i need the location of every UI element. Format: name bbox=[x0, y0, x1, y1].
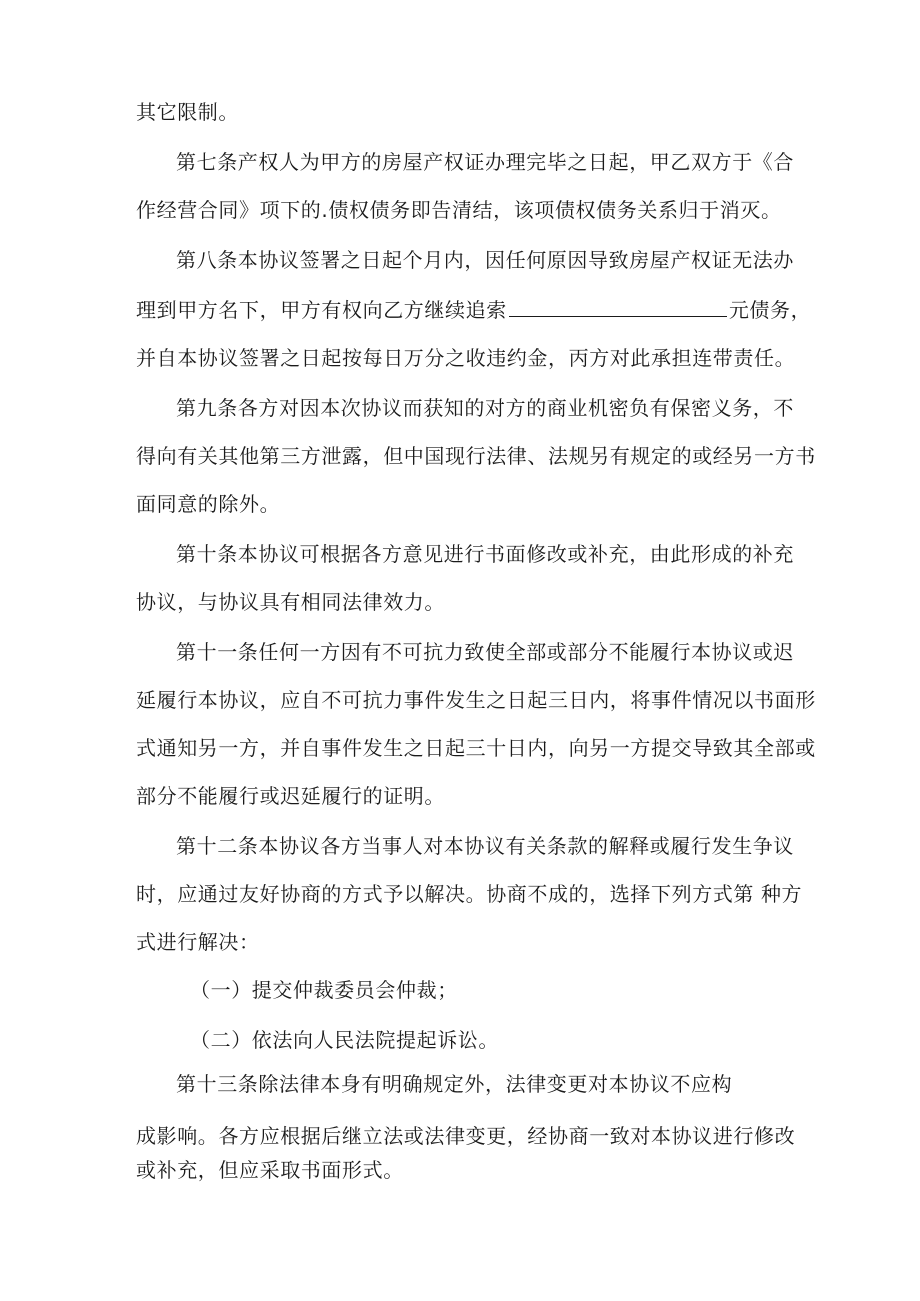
paragraph-11-line-1: 第十一条任何一方因有不可抗力致使全部或部分不能履行本协议或迟 bbox=[176, 640, 794, 664]
paragraph-10-line-1: 第十条本协议可根据各方意见进行书面修改或补充，由此形成的补充 bbox=[176, 542, 794, 566]
paragraph-12-line-2: 时，应通过友好协商的方式予以解决。协商不成的，选择下列方式第 种方 bbox=[136, 882, 803, 906]
paragraph-11-line-2: 延履行本协议，应自不可抗力事件发生之日起三日内，将事件情况以书面形 bbox=[136, 688, 816, 712]
option-1: （一）提交仲裁委员会仲裁； bbox=[190, 978, 458, 1002]
paragraph-13-line-2: 成影响。各方应根据后继立法或法律变更，经协商一致对本协议进行修改 bbox=[136, 1124, 796, 1148]
paragraph-11-line-4: 部分不能履行或迟延履行的证明。 bbox=[136, 784, 445, 808]
paragraph-12-line-3: 式进行解决： bbox=[136, 930, 260, 954]
paragraph-9-line-2: 得向有关其他第三方泄露，但中国现行法律、法规另有规定的或经另一方书 bbox=[136, 444, 816, 468]
paragraph-10-line-2: 协议，与协议具有相同法律效力。 bbox=[136, 590, 445, 614]
text-fragment: 理到甲方名下，甲方有权向乙方继续追索 bbox=[136, 298, 507, 322]
paragraph-13-line-3: 或补充，但应采取书面形式。 bbox=[136, 1158, 404, 1182]
paragraph-9-line-1: 第九条各方对因本次协议而获知的对方的商业机密负有保密义务，不 bbox=[176, 396, 794, 420]
text-fragment: 元债务， bbox=[728, 298, 812, 322]
paragraph-9-line-3: 面同意的除外。 bbox=[136, 492, 281, 516]
fill-in-blank bbox=[509, 298, 727, 317]
text-line: 其它限制。 bbox=[136, 100, 239, 124]
paragraph-8-line-2 bbox=[136, 297, 811, 323]
paragraph-8-line-1: 第八条本协议签署之日起个月内，因任何原因导致房屋产权证无法办 bbox=[176, 248, 794, 272]
paragraph-7-line-1: 第七条产权人为甲方的房屋产权证办理完毕之日起，甲乙双方于《合 bbox=[176, 150, 794, 174]
paragraph-13-line-1: 第十三条除法律本身有明确规定外，法律变更对本协议不应构 bbox=[176, 1072, 733, 1096]
option-2: （二）依法向人民法院提起诉讼。 bbox=[190, 1028, 499, 1052]
paragraph-12-line-1: 第十二条本协议各方当事人对本协议有关条款的解释或履行发生争议 bbox=[176, 834, 794, 858]
paragraph-8-line-3: 并自本协议签署之日起按每日万分之收违约金，丙方对此承担连带责任。 bbox=[136, 346, 796, 370]
paragraph-7-line-2: 作经营合同》项下的.债权债务即告清结，该项债权债务关系归于消灭。 bbox=[136, 198, 782, 222]
paragraph-11-line-3: 式通知另一方，并自事件发生之日起三十日内，向另一方提交导致其全部或 bbox=[136, 736, 816, 760]
